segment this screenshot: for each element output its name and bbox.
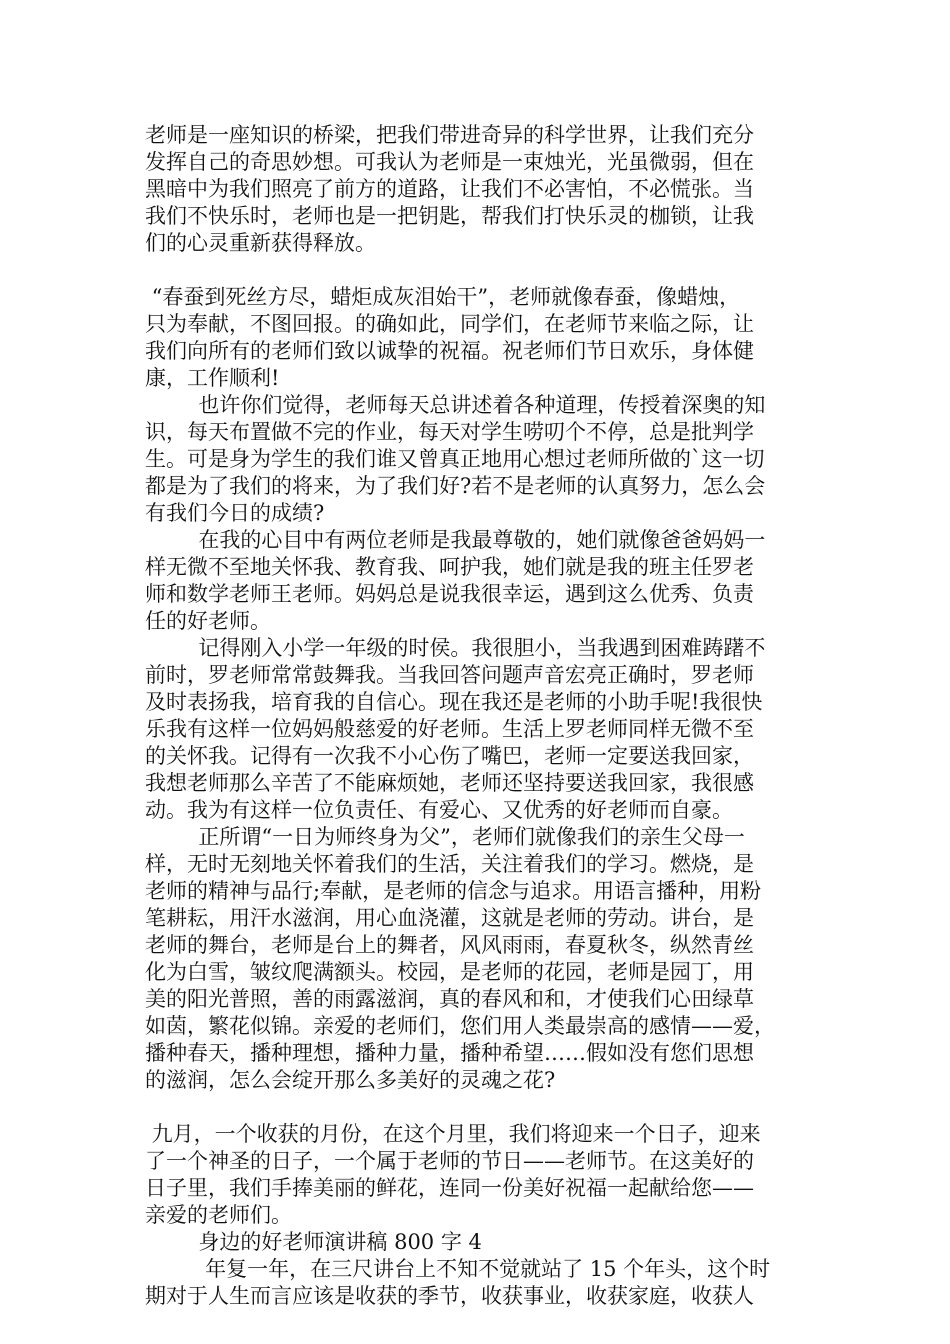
text-line: 都是为了我们的将来，为了我们好?若不是老师的认真努力，怎么会	[145, 474, 766, 498]
text-line: 前时，罗老师常常鼓舞我。当我回答问题声音宏亮正确时，罗老师	[145, 663, 754, 687]
text-line: 康，工作顺利!	[145, 366, 280, 390]
paragraph-3	[145, 392, 825, 527]
document-page	[145, 122, 825, 1310]
text-line: 我们向所有的老师们致以诚挚的祝福。祝老师们节日欢乐，身体健	[145, 339, 754, 363]
paragraph-6	[145, 824, 825, 1094]
text-line: 只为奉献，不图回报。的确如此，同学们，在老师节来临之际，让	[145, 312, 754, 336]
text-line: 日子里，我们手捧美丽的鲜花，连同一份美好祝福一起献给您——	[145, 1176, 754, 1200]
text-line: 任的好老师。	[145, 609, 271, 633]
paragraph-1	[145, 122, 825, 257]
text-line: 年复一年，在三尺讲台上不知不觉就站了 15 个年头，这个时	[145, 1257, 771, 1281]
text-line: 识，每天布置做不完的作业，每天对学生唠叨个不停，总是批判学	[145, 420, 754, 444]
text-line: 样无微不至地关怀我、教育我、呵护我，她们就是我的班主任罗老	[145, 555, 754, 579]
blank-line	[145, 257, 825, 284]
section-heading	[145, 1229, 825, 1256]
text-line: 样，无时无刻地关怀着我们的生活，关注着我们的学习。燃烧，是	[145, 852, 754, 876]
text-line: 正所谓“一日为师终身为父”，老师们就像我们的亲生父母一	[145, 825, 745, 849]
paragraph-5	[145, 635, 825, 824]
text-line: 我们不快乐时，老师也是一把钥匙，帮我们打快乐灵的枷锁，让我	[145, 204, 754, 228]
heading-line: 身边的好老师演讲稿 800 字 4	[145, 1230, 482, 1254]
text-line: 化为白雪，皱纹爬满额头。校园，是老师的花园，老师是园丁，用	[145, 960, 754, 984]
text-line: 我想老师那么辛苦了不能麻烦她，老师还坚持要送我回家，我很感	[145, 771, 754, 795]
paragraph-4	[145, 527, 825, 635]
text-line: 的滋润，怎么会绽开那么多美好的灵魂之花?	[145, 1068, 556, 1092]
text-line: 师和数学老师王老师。妈妈总是说我很幸运，遇到这么优秀、负责	[145, 582, 754, 606]
paragraph-2	[145, 284, 825, 392]
text-line: 期对于人生而言应该是收获的季节，收获事业，收获家庭，收获人	[145, 1284, 754, 1308]
text-line: 如茵，繁花似锦。亲爱的老师们，您们用人类最崇高的感情——爱，	[145, 1014, 775, 1038]
text-line: 黑暗中为我们照亮了前方的道路，让我们不必害怕，不必慌张。当	[145, 177, 754, 201]
text-line: 也许你们觉得，老师每天总讲述着各种道理，传授着深奥的知	[145, 393, 766, 417]
text-line: 亲爱的老师们。	[145, 1203, 292, 1227]
text-line: 及时表扬我，培育我的自信心。现在我还是老师的小助手呢!我很快	[145, 690, 763, 714]
text-line: 老师的精神与品行;奉献，是老师的信念与追求。用语言播种，用粉	[145, 879, 762, 903]
text-line: 的关怀我。记得有一次我不小心伤了嘴巴，老师一定要送我回家，	[145, 744, 754, 768]
text-line: “春蚕到死丝方尽，蜡炬成灰泪始干”，老师就像春蚕，像蜡烛，	[145, 285, 741, 309]
blank-line	[145, 1094, 825, 1121]
text-line: 有我们今日的成绩?	[145, 501, 325, 525]
text-line: 老师是一座知识的桥梁，把我们带进奇异的科学世界，让我们充分	[145, 123, 754, 147]
text-line: 九月，一个收获的月份，在这个月里，我们将迎来一个日子，迎来	[145, 1122, 761, 1146]
text-line: 笔耕耘，用汗水滋润，用心血浇灌，这就是老师的劳动。讲台，是	[145, 906, 754, 930]
text-line: 播种春天，播种理想，播种力量，播种希望……假如没有您们思想	[145, 1041, 754, 1065]
text-line: 记得刚入小学一年级的时侯。我很胆小，当我遇到困难踌躇不	[145, 636, 766, 660]
text-line: 了一个神圣的日子，一个属于老师的节日——老师节。在这美好的	[145, 1149, 754, 1173]
text-line: 动。我为有这样一位负责任、有爱心、又优秀的好老师而自豪。	[145, 798, 733, 822]
text-line: 美的阳光普照，善的雨露滋润，真的春风和和，才使我们心田绿草	[145, 987, 754, 1011]
text-line: 们的心灵重新获得释放。	[145, 231, 376, 255]
text-line: 老师的舞台，老师是台上的舞者，风风雨雨，春夏秋冬，纵然青丝	[145, 933, 754, 957]
text-line: 生。可是身为学生的我们谁又曾真正地用心想过老师所做的`这一切	[145, 447, 765, 471]
text-line: 在我的心目中有两位老师是我最尊敬的，她们就像爸爸妈妈一	[145, 528, 766, 552]
paragraph-9	[145, 1256, 825, 1310]
text-line: 发挥自己的奇思妙想。可我认为老师是一束烛光，光虽微弱，但在	[145, 150, 754, 174]
paragraph-7	[145, 1121, 825, 1229]
text-line: 乐我有这样一位妈妈般慈爱的好老师。生活上罗老师同样无微不至	[145, 717, 754, 741]
